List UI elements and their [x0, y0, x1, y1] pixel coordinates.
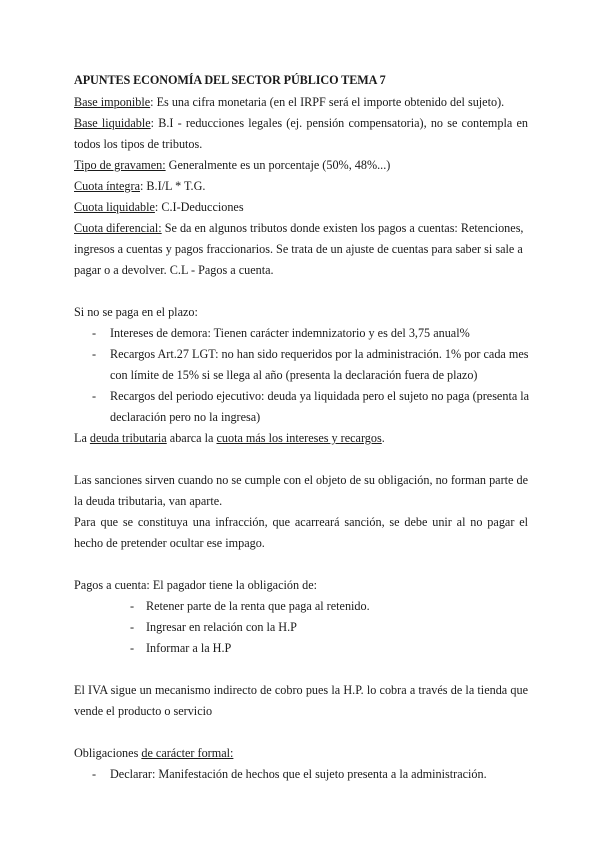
deuda-tributaria-note: La deuda tributaria abarca la cuota más los intereses y recargos.: [74, 431, 385, 445]
list-item: Informar a la H.P: [146, 641, 232, 655]
list-item: Ingresar en relación con la H.P: [146, 620, 297, 634]
bullet-marker: -: [130, 620, 135, 634]
definition-cuota-integra: Cuota íntegra: B.I/L * T.G.: [74, 179, 206, 193]
infraccion-paragraph: Para que se constituya una infracción, que acarreará sanción, se debe unir al no pagar el: [74, 515, 528, 529]
definition-base-liquidable: Base liquidable: B.I - reducciones legales (ej. pensión compensatoria), no se contempla en: [74, 116, 528, 130]
infraccion-paragraph-cont: hecho de pretender ocultar ese impago.: [74, 536, 265, 550]
list-item: Recargos Art.27 LGT: no han sido requeridos por la administración. 1% por cada mes: [110, 347, 529, 361]
iva-paragraph: El IVA sigue un mecanismo indirecto de cobro pues la H.P. lo cobra a través de la tienda que: [74, 683, 528, 697]
definition-base-imponible: Base imponible: Es una cifra monetaria (en el IRPF será el importe obtenido del sujeto).: [74, 95, 505, 109]
bullet-marker: -: [92, 389, 97, 403]
term-cuota-liquidable: Cuota liquidable: [74, 200, 155, 214]
bullet-marker: -: [130, 641, 135, 655]
obligaciones-heading: Obligaciones de carácter formal:: [74, 746, 234, 760]
iva-paragraph-cont: vende el producto o servicio: [74, 704, 213, 718]
definition-cuota-liquidable: Cuota liquidable: C.I-Deducciones: [74, 200, 244, 214]
definition-cuota-diferencial-cont2: pagar o a devolver. C.L - Pagos a cuenta.: [74, 263, 274, 277]
list-item-cont: con límite de 15% si se llega al año (presenta la declaración fuera de plazo): [110, 368, 478, 382]
term-base-liquidable: Base liquidable: [74, 116, 151, 130]
term-cuota-integra: Cuota íntegra: [74, 179, 140, 193]
bullet-marker: -: [92, 326, 97, 340]
definition-base-liquidable-cont: todos los tipos de tributos.: [74, 137, 203, 151]
list-item-cont: declaración pero no la ingresa): [110, 410, 261, 424]
term-tipo-gravamen: Tipo de gravamen:: [74, 158, 166, 172]
definition-cuota-diferencial-cont: ingresos a cuentas y pagos fraccionarios. Se trata de un ajuste de cuentas para saber si sale a: [74, 242, 523, 256]
definition-tipo-gravamen: Tipo de gravamen: Generalmente es un porcentaje (50%, 48%...): [74, 158, 391, 172]
sanciones-paragraph-cont: la deuda tributaria, van aparte.: [74, 494, 223, 508]
list-item: Retener parte de la renta que paga al retenido.: [146, 599, 370, 613]
bullet-marker: -: [130, 599, 135, 613]
term-base-imponible: Base imponible: [74, 95, 151, 109]
definition-cuota-diferencial: Cuota diferencial: Se da en algunos tributos donde existen los pagos a cuentas: Retenciones,: [74, 221, 524, 235]
bullet-marker: -: [92, 347, 97, 361]
plazo-intro: Si no se paga en el plazo:: [74, 305, 198, 319]
document-title: APUNTES ECONOMÍA DEL SECTOR PÚBLICO TEMA 7: [74, 73, 386, 87]
list-item: Intereses de demora: Tienen carácter indemnizatorio y es del 3,75 anual%: [110, 326, 470, 340]
sanciones-paragraph: Las sanciones sirven cuando no se cumple con el objeto de su obligación, no forman parte de: [74, 473, 528, 487]
pagos-cuenta-intro: Pagos a cuenta: El pagador tiene la obligación de:: [74, 578, 317, 592]
bullet-marker: -: [92, 767, 97, 781]
term-cuota-diferencial: Cuota diferencial:: [74, 221, 162, 235]
list-item: Declarar: Manifestación de hechos que el sujeto presenta a la administración.: [110, 767, 487, 781]
list-item: Recargos del periodo ejecutivo: deuda ya liquidada pero el sujeto no paga (presenta la: [110, 389, 530, 403]
